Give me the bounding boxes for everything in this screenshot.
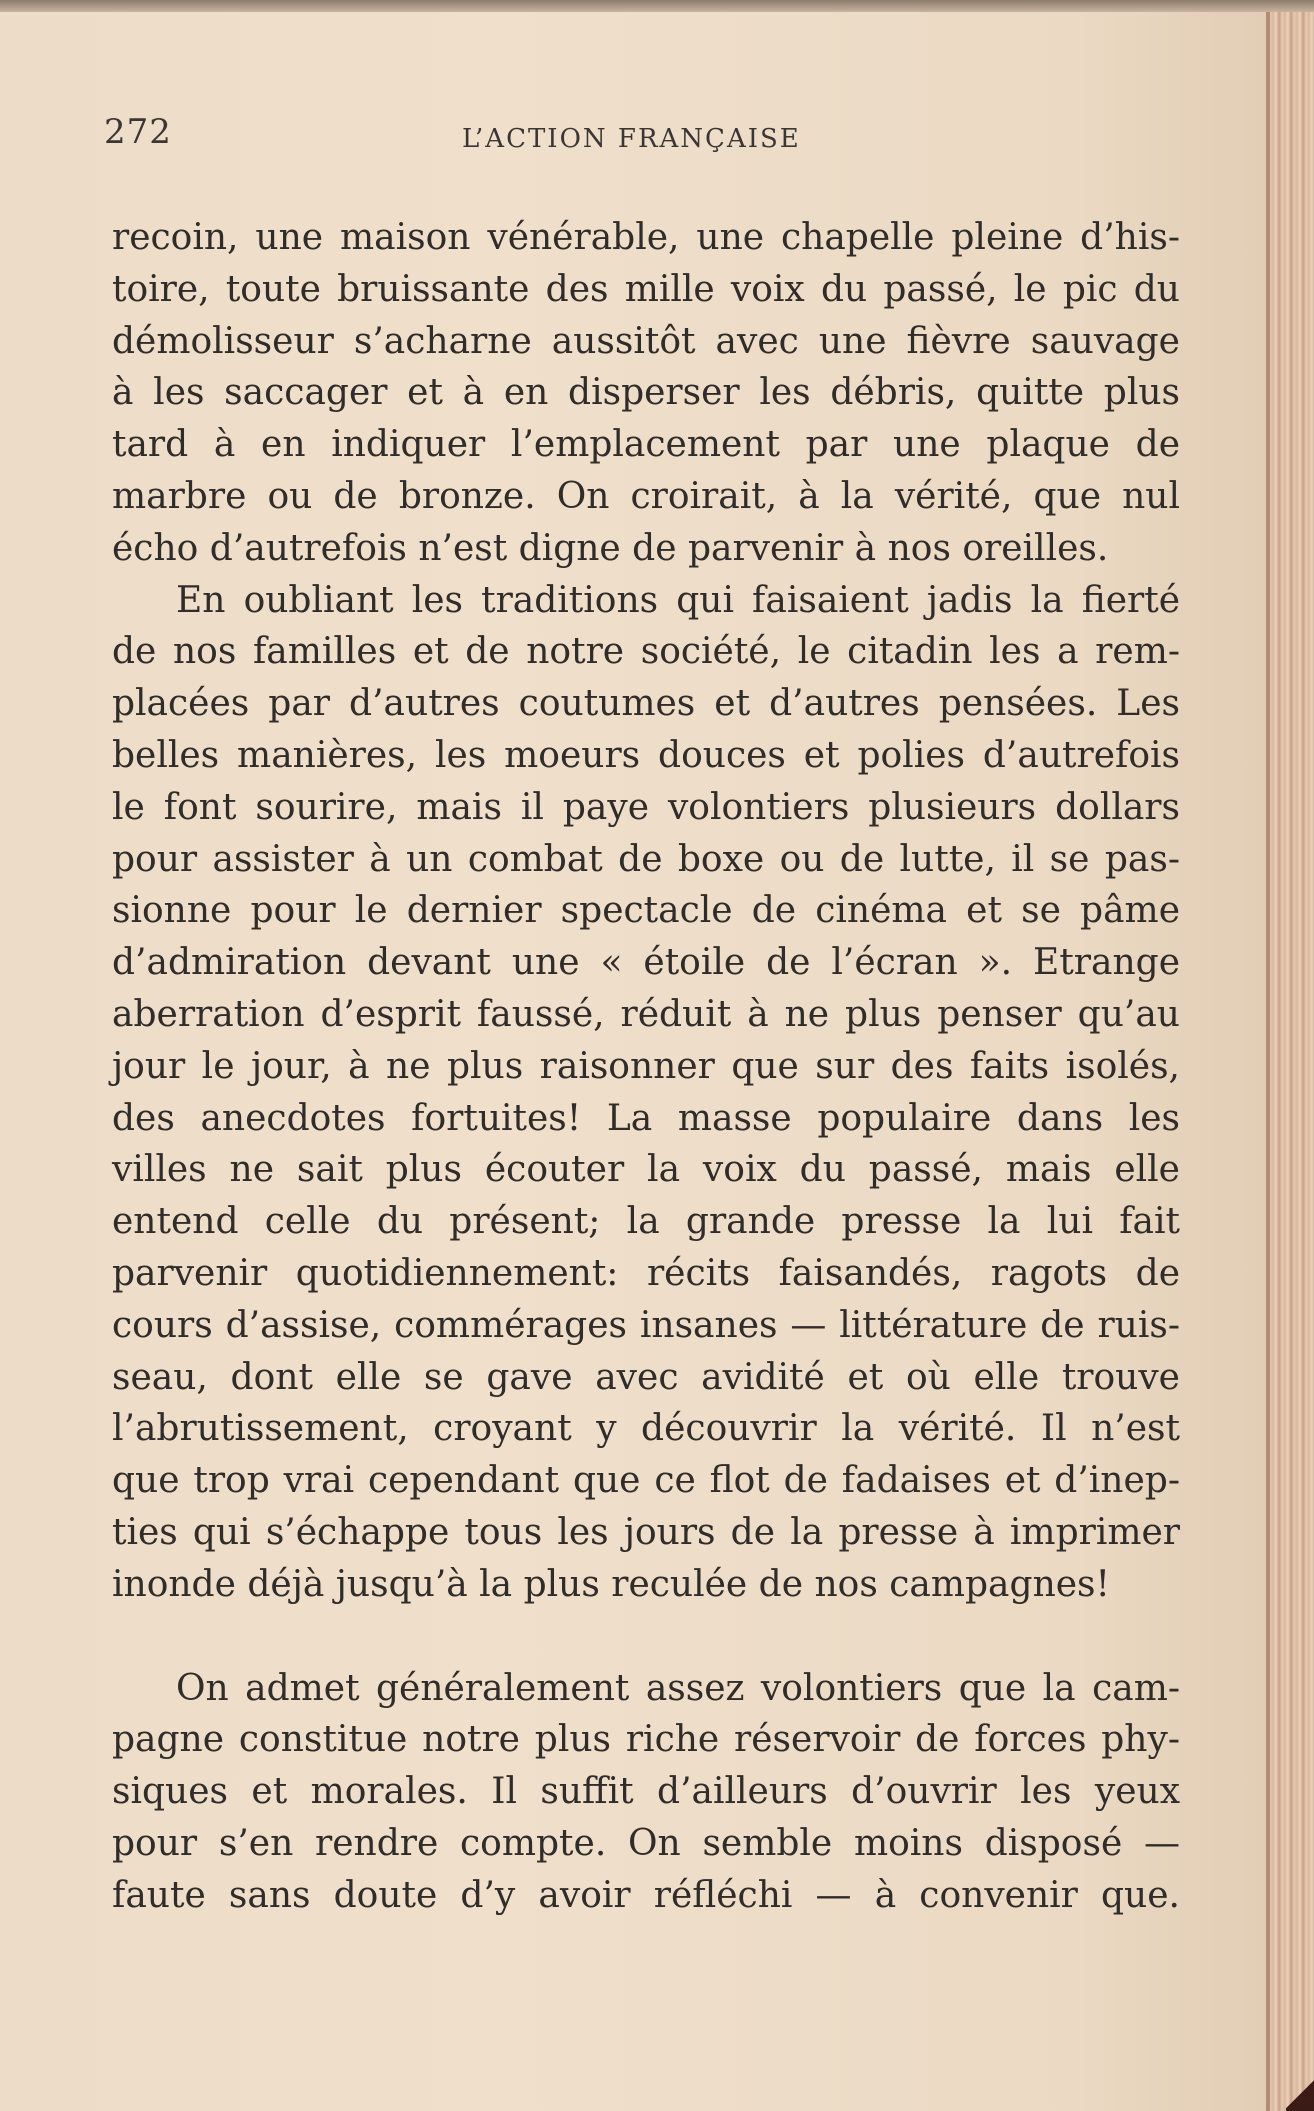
section-break [112, 1611, 1180, 1663]
text-line: jour le jour, à ne plus raisonner que sur des faits isolés, [112, 1045, 1180, 1087]
text-line: parvenir quotidiennement: récits faisandés, ragots de [112, 1252, 1180, 1294]
text-line: ties qui s’échappe tous les jours de la presse à imprimer [112, 1511, 1180, 1553]
text-line: tard à en indiquer l’emplacement par une plaque de [112, 424, 1180, 466]
text-line: que trop vrai cependant que ce flot de fadaises et d’inep- [112, 1460, 1180, 1502]
body-text [112, 212, 1180, 1922]
text-line: On admet généralement assez volontiers que la cam- [176, 1667, 1180, 1709]
text-line: cours d’assise, commérages insanes — littérature de ruis- [112, 1304, 1180, 1346]
page-number: 272 [104, 112, 172, 152]
text-line: pagne constitue notre plus riche réservoir de forces phy- [112, 1719, 1180, 1761]
text-line: inonde déjà jusqu’à la plus reculée de nos campagnes! [112, 1563, 1110, 1605]
book-fore-edge [1270, 12, 1314, 2111]
running-head: L’ACTION FRANÇAISE [462, 124, 801, 154]
text-line: écho d’autrefois n’est digne de parvenir à nos oreilles. [112, 527, 1109, 569]
text-line: à les saccager et à en disperser les débris, quitte plus [112, 372, 1180, 414]
text-line: toire, toute bruissante des mille voix du passé, le pic du [112, 268, 1180, 310]
text-line: marbre ou de bronze. On croirait, à la vérité, que nul [112, 475, 1180, 517]
text-line: démolisseur s’acharne aussitôt avec une fièvre sauvage [112, 320, 1180, 362]
text-line: sionne pour le dernier spectacle de cinéma et se pâme [112, 890, 1180, 932]
text-line: siques et morales. Il suffit d’ailleurs d’ouvrir les yeux [112, 1771, 1180, 1813]
paragraph-3 [112, 1663, 1180, 1922]
text-line: de nos familles et de notre société, le citadin les a rem- [112, 631, 1180, 673]
page-top-edge [0, 0, 1314, 12]
text-line: d’admiration devant une « étoile de l’écran ». Etrange [112, 942, 1180, 984]
corner-ribbon-mark [1286, 2077, 1314, 2111]
text-line: aberration d’esprit faussé, réduit à ne plus penser qu’au [112, 993, 1180, 1035]
text-line: villes ne sait plus écouter la voix du passé, mais elle [112, 1149, 1180, 1191]
text-line: le font sourire, mais il paye volontiers plusieurs dollars [112, 786, 1180, 828]
text-line: belles manières, les moeurs douces et polies d’autrefois [112, 734, 1180, 776]
paragraph-1 [112, 212, 1180, 575]
text-line: entend celle du présent; la grande presse la lui fait [112, 1201, 1180, 1243]
paragraph-2 [112, 575, 1180, 1611]
text-line: seau, dont elle se gave avec avidité et où elle trouve [112, 1356, 1180, 1398]
text-line: placées par d’autres coutumes et d’autres pensées. Les [112, 683, 1180, 725]
text-line: recoin, une maison vénérable, une chapelle pleine d’his- [112, 217, 1180, 258]
text-line: l’abrutissement, croyant y découvrir la vérité. Il n’est [112, 1408, 1180, 1450]
text-line: En oubliant les traditions qui faisaient jadis la fierté [176, 579, 1180, 621]
text-line: pour assister à un combat de boxe ou de lutte, il se pas- [112, 838, 1180, 880]
text-line: faute sans doute d’y avoir réfléchi — à convenir que. [112, 1874, 1180, 1916]
text-line: des anecdotes fortuites! La masse populaire dans les [112, 1097, 1180, 1139]
text-line: pour s’en rendre compte. On semble moins disposé — [112, 1822, 1180, 1864]
